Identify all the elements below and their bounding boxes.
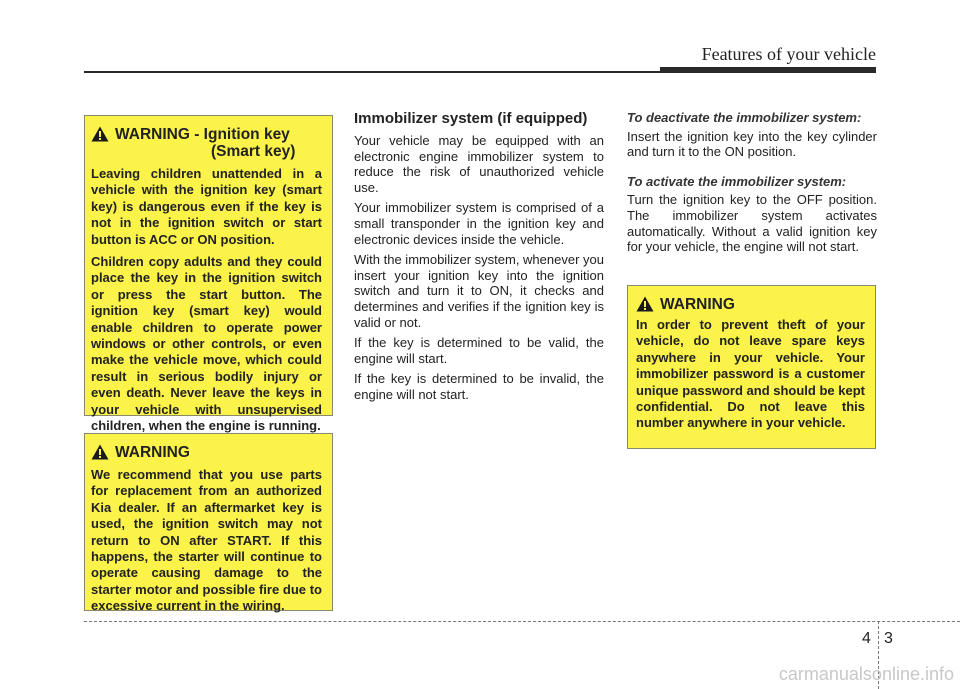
warning-title: WARNING - Ignition key [115,126,290,143]
header-rule [84,71,660,73]
warning-heading [91,126,322,160]
section-title: Features of your vehicle [701,44,876,64]
warning-text: We recommend that you use parts for replacement from an authorized Kia dealer. If an aftermarket key is used, the ignition switch may not return to ON after START. If this happens, the starter will continue to operate causing damage to the starter motor and possible fire due to excessive current in the wiring. [91,467,322,614]
warning-triangle-icon [91,126,109,142]
warning-heading [636,296,865,313]
body-paragraph: Your immobilizer system is comprised of a small transponder in the ignition key and electronic devices inside the vehicle. [354,200,604,247]
warning-text: Leaving children unattended in a vehicle with the ignition key (smart key) is dangerous even if the key is not in the ignition switch or start button is ACC or ON position. [91,166,322,247]
warning-text: In order to prevent theft of your vehicle, do not leave spare keys anywhere in your vehicle. Your immobilizer password is a customer unique password and should be kept confidential. Do not leave this number anywhere in your vehicle. [636,317,865,431]
deactivate-text: Insert the ignition key into the key cylinder and turn it to the ON position. [627,128,877,160]
deactivate-heading: To deactivate the immobilizer system: [627,110,862,125]
warning-title-sub: (Smart key) [211,143,296,160]
section-heading: Immobilizer system (if equipped) [354,110,588,127]
page-number: 3 [884,630,893,647]
immobilizer-section [354,110,604,408]
footer-rule [84,621,960,622]
body-paragraph: With the immobilizer system, whenever you insert your ignition key into the ignition switch and turn it to ON, it checks and determines and verifies if the ignition key is valid or not. [354,252,604,330]
warning-text: Children copy adults and they could place the key in the ignition switch or press the start button. The ignition key (smart key) would enable children to operate power windows or other controls, or even make the vehicle move, which could result in serious bodily injury or even death. Never leave the keys in your vehicle with unsupervised children, when the engine is running. [91,254,322,434]
header-rule-accent [660,67,876,73]
warning-title: WARNING [115,444,190,461]
warning-triangle-icon [636,296,654,312]
watermark: carmanualsonline.info [778,664,954,684]
warning-box-aftermarket-key [84,433,333,614]
warning-box-smart-key [84,115,333,434]
body-paragraph: If the key is determined to be invalid, the engine will not start. [354,371,604,402]
warning-title: WARNING [660,296,735,313]
warning-heading [91,444,322,461]
warning-box-theft [627,285,876,449]
activate-heading: To activate the immobilizer system: [627,173,847,189]
body-paragraph: If the key is determined to be valid, the engine will start. [354,335,604,366]
chapter-number: 4 [862,630,871,647]
body-paragraph: Your vehicle may be equipped with an electronic engine immobilizer system to reduce the risk of unauthorized vehicle use. [354,133,604,195]
activate-text: Turn the ignition key to the OFF position. The immobilizer system activates automatically. Without a valid ignition key for your vehicle, the engine will not start. [627,192,877,255]
immobilizer-instructions [627,110,877,269]
warning-triangle-icon [91,444,109,460]
